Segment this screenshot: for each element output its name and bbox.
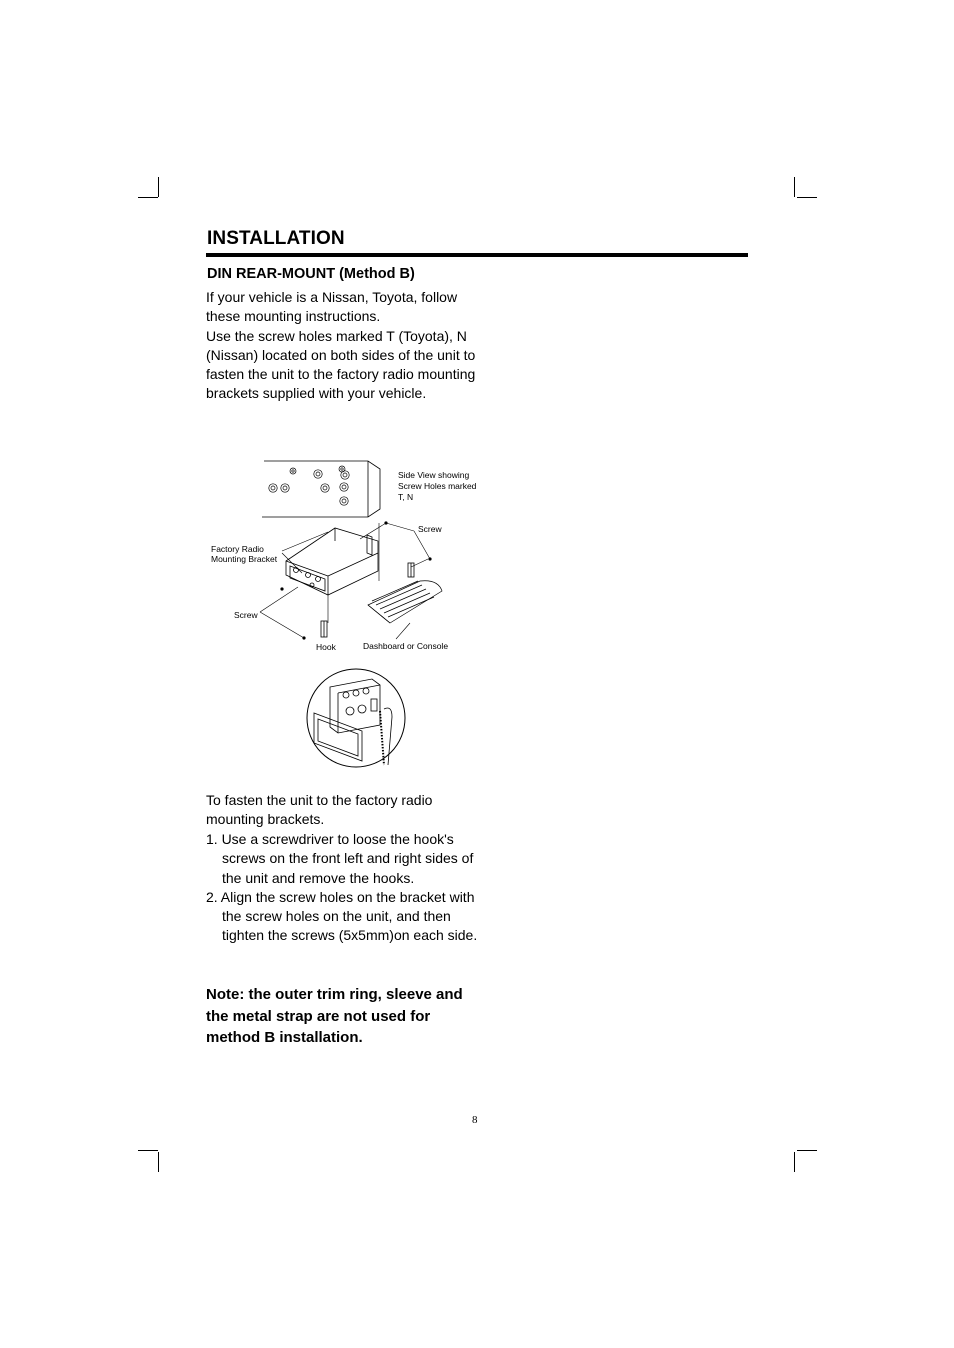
section-heading: DIN REAR-MOUNT (Method B) — [207, 266, 415, 282]
screw-label: Screw — [418, 524, 442, 534]
crop-mark — [158, 1152, 159, 1172]
side-view-label: Side View showing — [398, 470, 470, 480]
bracket-label: Factory Radio — [211, 544, 264, 554]
detail-circle-diagram — [300, 665, 412, 773]
leader-lines — [260, 523, 430, 639]
note-text: Note: the outer trim ring, sleeve and the metal strap are not used for method B installation. — [206, 986, 463, 1046]
crop-mark — [138, 1150, 158, 1151]
crop-mark — [797, 197, 817, 198]
side-view-label: Screw Holes marked — [398, 481, 477, 491]
crop-mark — [794, 177, 795, 197]
title-rule — [206, 253, 748, 257]
radio-unit — [286, 528, 378, 595]
crop-mark — [138, 197, 158, 198]
dashboard-console — [368, 581, 442, 623]
page-title: INSTALLATION — [207, 228, 345, 249]
crop-mark — [158, 177, 159, 197]
bracket-label: Mounting Bracket — [211, 554, 278, 564]
installation-diagram — [200, 455, 490, 655]
intro-line: Use the screw holes marked T (Toyota), N (Nissan) located on both sides of the unit to fasten the unit to the factory radio mounting brackets supplied with your vehicle. — [206, 327, 476, 402]
crop-mark — [797, 1150, 817, 1151]
crop-mark — [794, 1152, 795, 1172]
fasten-intro: To fasten the unit to the factory radio mounting brackets. — [206, 792, 433, 828]
step-item: 1. Use a screwdriver to loose the hook's screws on the front left and right sides of the unit and remove the hooks. — [206, 831, 474, 886]
screw-label: Screw — [234, 610, 258, 620]
instruction-steps — [206, 830, 486, 946]
hook-label: Hook — [316, 642, 336, 652]
screw-markers — [280, 521, 431, 639]
intro-line: If your vehicle is a Nissan, Toyota, follow these mounting instructions. — [206, 289, 458, 325]
step-item: 2. Align the screw holes on the bracket with the screw holes on the unit, and then tighten the screws (5x5mm)on each side. — [206, 888, 478, 944]
page-number: 8 — [472, 1114, 478, 1126]
side-view-panel — [262, 461, 380, 517]
side-view-label: T, N — [398, 492, 414, 502]
intro-text — [206, 288, 486, 404]
dashboard-label: Dashboard or Console — [363, 641, 449, 651]
